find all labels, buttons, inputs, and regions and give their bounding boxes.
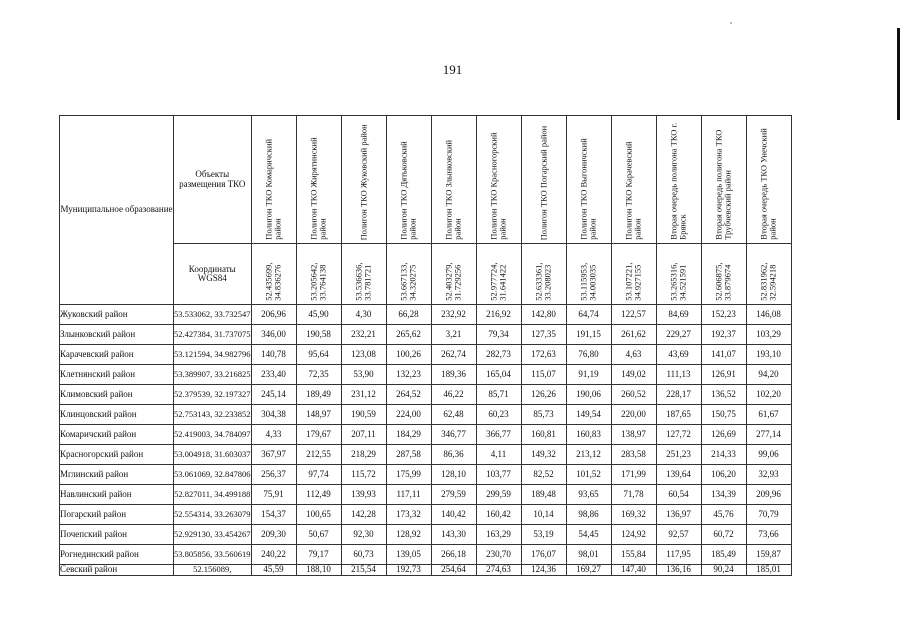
facility-header — [746, 116, 791, 244]
distance-cell: 79,17 — [296, 545, 341, 565]
distance-cell: 115,07 — [521, 365, 566, 385]
facility-name: Полигон ТКО Жирятинский район — [308, 137, 328, 240]
distance-cell: 91,19 — [566, 365, 611, 385]
distance-cell: 62,48 — [431, 405, 476, 425]
distance-cell: 10,14 — [521, 505, 566, 525]
distance-cell: 165,04 — [476, 365, 521, 385]
distance-cell: 4,11 — [476, 445, 521, 465]
distance-cell: 45,76 — [701, 505, 746, 525]
distance-cell: 103,29 — [746, 325, 791, 345]
facility-coords: 53.205642, 33.764138 — [308, 262, 328, 301]
facility-name: Полигон ТКО Злынковский район — [443, 140, 463, 240]
distance-cell: 126,26 — [521, 385, 566, 405]
distance-cell: 266,18 — [431, 545, 476, 565]
distance-cell: 139,64 — [656, 465, 701, 485]
distance-cell: 126,69 — [701, 425, 746, 445]
distance-cell: 254,64 — [431, 565, 476, 576]
distance-cell: 94,20 — [746, 365, 791, 385]
distance-cell: 4,63 — [611, 345, 656, 365]
coords-label: Координаты WGS84 — [174, 244, 252, 305]
table-row — [60, 345, 792, 365]
distance-cell: 216,92 — [476, 305, 521, 325]
municipality-coords: 52.929130, 33.454267 — [174, 525, 252, 545]
distance-cell: 189,48 — [521, 485, 566, 505]
distance-cell: 160,83 — [566, 425, 611, 445]
distance-cell: 190,59 — [341, 405, 386, 425]
facility-name: Полигон ТКО Погарский район — [537, 125, 548, 240]
municipality-name: Карачевский район — [60, 345, 174, 365]
distance-cell: 53,19 — [521, 525, 566, 545]
distance-cell: 212,55 — [296, 445, 341, 465]
distance-cell: 209,96 — [746, 485, 791, 505]
distance-cell: 232,92 — [431, 305, 476, 325]
distance-cell: 264,52 — [386, 385, 431, 405]
distance-cell: 175,99 — [386, 465, 431, 485]
facility-coords: 52.606875, 33.879674 — [713, 262, 733, 301]
distance-cell: 99,06 — [746, 445, 791, 465]
distance-cell: 123,08 — [341, 345, 386, 365]
distance-cell: 262,74 — [431, 345, 476, 365]
table-row — [60, 445, 792, 465]
distance-cell: 304,38 — [251, 405, 296, 425]
distance-cell: 146,08 — [746, 305, 791, 325]
distance-cell: 299,59 — [476, 485, 521, 505]
distance-cell: 154,37 — [251, 505, 296, 525]
municipality-name: Жуковский район — [60, 305, 174, 325]
facility-name: Вторая очередь ТКО Унечский район — [758, 128, 778, 240]
facility-coords-cell — [386, 244, 431, 305]
municipality-name: Красногорский район — [60, 445, 174, 465]
distance-cell: 138,97 — [611, 425, 656, 445]
distance-cell: 132,23 — [386, 365, 431, 385]
municipality-coords: 52.379539, 32.197327 — [174, 385, 252, 405]
municipality-name: Рогнединский район — [60, 545, 174, 565]
distance-cell: 122,57 — [611, 305, 656, 325]
distance-cell: 209,30 — [251, 525, 296, 545]
facility-coords-cell — [566, 244, 611, 305]
distance-cell: 32,93 — [746, 465, 791, 485]
distance-cell: 185,49 — [701, 545, 746, 565]
facility-header — [251, 116, 296, 244]
distance-cell: 46,22 — [431, 385, 476, 405]
facility-coords: 52.633361, 33.208023 — [533, 262, 553, 301]
distance-cell: 173,32 — [386, 505, 431, 525]
distance-cell: 230,70 — [476, 545, 521, 565]
facility-name: Полигон ТКО Комаричский район — [263, 139, 283, 240]
municipality-name: Злынковский район — [60, 325, 174, 345]
municipality-coords: 53.121594, 34.982796 — [174, 345, 252, 365]
distance-cell: 172,63 — [521, 345, 566, 365]
distance-cell: 92,57 — [656, 525, 701, 545]
distance-cell: 117,11 — [386, 485, 431, 505]
distance-cell: 86,36 — [431, 445, 476, 465]
distance-cell: 61,67 — [746, 405, 791, 425]
facility-name: Вторая очередь полигона ТКО Трубчевский район — [713, 129, 733, 240]
facility-coords: 53.107221, 34.927155 — [623, 262, 643, 301]
table-row — [60, 485, 792, 505]
facility-header — [431, 116, 476, 244]
distance-cell: 229,27 — [656, 325, 701, 345]
distance-cell: 84,69 — [656, 305, 701, 325]
distance-cell: 149,32 — [521, 445, 566, 465]
distance-cell: 149,02 — [611, 365, 656, 385]
municipality-name: Климовский район — [60, 385, 174, 405]
municipality-coords: 52.419003, 34.784097 — [174, 425, 252, 445]
distance-cell: 136,16 — [656, 565, 701, 576]
facility-coords-cell — [521, 244, 566, 305]
distance-cell: 117,95 — [656, 545, 701, 565]
distance-cell: 100,26 — [386, 345, 431, 365]
distance-cell: 187,65 — [656, 405, 701, 425]
municipality-name: Клинцовский район — [60, 405, 174, 425]
distance-cell: 64,74 — [566, 305, 611, 325]
distance-cell: 126,91 — [701, 365, 746, 385]
distance-cell: 90,24 — [701, 565, 746, 576]
distance-cell: 233,40 — [251, 365, 296, 385]
distance-cell: 45,90 — [296, 305, 341, 325]
facility-coords: 52.435699, 34.836276 — [263, 262, 283, 301]
distance-cell: 4,30 — [341, 305, 386, 325]
distance-cell: 346,00 — [251, 325, 296, 345]
municipality-name: Навлинский район — [60, 485, 174, 505]
distance-cell: 98,01 — [566, 545, 611, 565]
distance-cell: 102,20 — [746, 385, 791, 405]
distance-cell: 232,21 — [341, 325, 386, 345]
facility-header — [611, 116, 656, 244]
distance-cell: 179,67 — [296, 425, 341, 445]
municipality-name: Севский район — [60, 565, 174, 576]
distance-cell: 152,23 — [701, 305, 746, 325]
facility-coords-cell — [611, 244, 656, 305]
distance-cell: 101,52 — [566, 465, 611, 485]
distance-cell: 160,81 — [521, 425, 566, 445]
distance-cell: 367,97 — [251, 445, 296, 465]
distance-cell: 279,59 — [431, 485, 476, 505]
page-number: 191 — [442, 62, 463, 77]
table-row — [60, 465, 792, 485]
distance-cell: 282,73 — [476, 345, 521, 365]
facility-coords: 53.265316, 34.521591 — [668, 262, 688, 301]
distance-cell: 231,12 — [341, 385, 386, 405]
municipality-name: Мглинский район — [60, 465, 174, 485]
distance-cell: 169,32 — [611, 505, 656, 525]
distance-cell: 60,73 — [341, 545, 386, 565]
facility-coords: 53.115953, 34.003035 — [578, 263, 598, 301]
distance-cell: 287,58 — [386, 445, 431, 465]
municipality-name: Клетнянский район — [60, 365, 174, 385]
distance-cell: 159,87 — [746, 545, 791, 565]
distance-cell: 95,64 — [296, 345, 341, 365]
facility-coords-cell — [296, 244, 341, 305]
distance-cell: 45,59 — [251, 565, 296, 576]
distance-cell: 53,90 — [341, 365, 386, 385]
facility-header — [386, 116, 431, 244]
distance-table — [59, 115, 792, 576]
table-row — [60, 385, 792, 405]
distance-cell: 189,36 — [431, 365, 476, 385]
municipality-name: Почепский район — [60, 525, 174, 545]
distance-cell: 60,54 — [656, 485, 701, 505]
facility-coords-cell — [476, 244, 521, 305]
distance-cell: 93,65 — [566, 485, 611, 505]
facility-coords: 52.977724, 31.641422 — [488, 262, 508, 301]
distance-cell: 160,42 — [476, 505, 521, 525]
table-row — [60, 305, 792, 325]
municipality-coords: 53.805856, 33.560619 — [174, 545, 252, 565]
distance-cell: 111,13 — [656, 365, 701, 385]
facility-name: Полигон ТКО Красногорский район — [488, 132, 508, 240]
distance-cell: 141,07 — [701, 345, 746, 365]
table-row — [60, 405, 792, 425]
municipality-coords: 53.533062, 33.732547 — [174, 305, 252, 325]
distance-cell: 103,77 — [476, 465, 521, 485]
municipality-coords: 53.061069, 32.847806 — [174, 465, 252, 485]
distance-cell: 192,73 — [386, 565, 431, 576]
distance-cell: 224,00 — [386, 405, 431, 425]
distance-cell: 213,12 — [566, 445, 611, 465]
distance-cell: 75,91 — [251, 485, 296, 505]
distance-cell: 100,65 — [296, 505, 341, 525]
distance-cell: 4,33 — [251, 425, 296, 445]
distance-cell: 283,58 — [611, 445, 656, 465]
facility-coords-cell — [251, 244, 296, 305]
distance-cell: 188,10 — [296, 565, 341, 576]
facility-coords-cell — [431, 244, 476, 305]
distance-cell: 171,99 — [611, 465, 656, 485]
distance-cell: 128,92 — [386, 525, 431, 545]
facility-name: Вторая очередь полигона ТКО г. Брянск — [668, 123, 688, 240]
distance-cell: 190,06 — [566, 385, 611, 405]
distance-cell: 193,10 — [746, 345, 791, 365]
municipality-name: Погарский район — [60, 505, 174, 525]
facility-coords: 52.403279, 31.729256 — [443, 262, 463, 301]
distance-cell: 140,42 — [431, 505, 476, 525]
distance-cell: 97,74 — [296, 465, 341, 485]
distance-cell: 207,11 — [341, 425, 386, 445]
facility-name: Полигон ТКО Дятьковский район — [398, 141, 418, 240]
distance-cell: 92,30 — [341, 525, 386, 545]
table-row — [60, 505, 792, 525]
distance-cell: 124,92 — [611, 525, 656, 545]
distance-cell: 169,27 — [566, 565, 611, 576]
distance-cell: 346,77 — [431, 425, 476, 445]
municipality-coords: 53.004918, 31.603037 — [174, 445, 252, 465]
facility-header — [566, 116, 611, 244]
table-row — [60, 365, 792, 385]
distance-cell: 163,29 — [476, 525, 521, 545]
distance-cell: 72,35 — [296, 365, 341, 385]
facility-coords-cell — [341, 244, 386, 305]
facility-coords-cell — [701, 244, 746, 305]
facility-header — [656, 116, 701, 244]
distance-cell: 73,66 — [746, 525, 791, 545]
facility-coords: 53.667133, 34.320275 — [398, 262, 418, 301]
distance-cell: 176,07 — [521, 545, 566, 565]
facility-coords-cell — [746, 244, 791, 305]
distance-cell: 112,49 — [296, 485, 341, 505]
distance-cell: 85,73 — [521, 405, 566, 425]
table-row — [60, 545, 792, 565]
municipality-header: Муниципальное образование — [60, 116, 174, 305]
distance-cell: 191,15 — [566, 325, 611, 345]
facility-name: Полигон ТКО Карачевский район — [623, 141, 643, 240]
distance-cell: 251,23 — [656, 445, 701, 465]
distance-cell: 66,28 — [386, 305, 431, 325]
distance-cell: 106,20 — [701, 465, 746, 485]
table-row — [60, 325, 792, 345]
distance-cell: 150,75 — [701, 405, 746, 425]
distance-cell: 192,37 — [701, 325, 746, 345]
distance-cell: 127,72 — [656, 425, 701, 445]
distance-cell: 148,97 — [296, 405, 341, 425]
distance-cell: 218,29 — [341, 445, 386, 465]
distance-cell: 76,80 — [566, 345, 611, 365]
municipality-coords: 52.427384, 31.737075 — [174, 325, 252, 345]
distance-cell: 190,58 — [296, 325, 341, 345]
municipality-coords: 52.753143, 32.233852 — [174, 405, 252, 425]
municipality-coords: 53.389907, 33.216825 — [174, 365, 252, 385]
distance-cell: 149,54 — [566, 405, 611, 425]
distance-cell: 60,23 — [476, 405, 521, 425]
distance-cell: 140,78 — [251, 345, 296, 365]
distance-cell: 366,77 — [476, 425, 521, 445]
distance-cell: 82,52 — [521, 465, 566, 485]
distance-cell: 54,45 — [566, 525, 611, 545]
distance-cell: 124,36 — [521, 565, 566, 576]
facility-header — [296, 116, 341, 244]
distance-cell: 85,71 — [476, 385, 521, 405]
table-row — [60, 565, 792, 576]
facility-name: Полигон ТКО Выгоничский район — [578, 138, 598, 240]
facility-header — [341, 116, 386, 244]
municipality-name: Комаричский район — [60, 425, 174, 445]
distance-cell: 277,14 — [746, 425, 791, 445]
distance-cell: 142,80 — [521, 305, 566, 325]
distance-cell: 43,69 — [656, 345, 701, 365]
distance-cell: 136,97 — [656, 505, 701, 525]
distance-cell: 115,72 — [341, 465, 386, 485]
facility-header — [476, 116, 521, 244]
distance-cell: 214,33 — [701, 445, 746, 465]
distance-cell: 50,67 — [296, 525, 341, 545]
scan-speck — [730, 22, 732, 24]
distance-cell: 220,00 — [611, 405, 656, 425]
distance-cell: 60,72 — [701, 525, 746, 545]
municipality-coords: 52.554314, 33.263079 — [174, 505, 252, 525]
distance-cell: 256,37 — [251, 465, 296, 485]
distance-cell: 189,49 — [296, 385, 341, 405]
distance-cell: 127,35 — [521, 325, 566, 345]
distance-cell: 70,79 — [746, 505, 791, 525]
distance-cell: 261,62 — [611, 325, 656, 345]
table-row — [60, 425, 792, 445]
distance-cell: 206,96 — [251, 305, 296, 325]
distance-cell: 240,22 — [251, 545, 296, 565]
distance-cell: 245,14 — [251, 385, 296, 405]
distance-cell: 98,86 — [566, 505, 611, 525]
distance-cell: 228,17 — [656, 385, 701, 405]
table-row — [60, 525, 792, 545]
facility-header — [521, 116, 566, 244]
distance-cell: 139,05 — [386, 545, 431, 565]
distance-cell: 274,63 — [476, 565, 521, 576]
distance-cell: 155,84 — [611, 545, 656, 565]
facility-name: Полигон ТКО Жуковский район — [357, 123, 368, 240]
distance-cell: 128,10 — [431, 465, 476, 485]
facility-coords-cell — [656, 244, 701, 305]
distance-cell: 215,54 — [341, 565, 386, 576]
distance-cell: 143,30 — [431, 525, 476, 545]
distance-cell: 260,52 — [611, 385, 656, 405]
municipality-coords: 52.156089, — [174, 565, 252, 576]
distance-cell: 134,39 — [701, 485, 746, 505]
facility-coords: 52.831962, 32.594218 — [758, 262, 778, 301]
distance-cell: 3,21 — [431, 325, 476, 345]
facility-coords: 53.536636, 33.781721 — [353, 262, 373, 301]
objects-header: Объекты размещения ТКО — [174, 116, 252, 244]
municipality-coords: 52.827011, 34.499188 — [174, 485, 252, 505]
distance-cell: 185,01 — [746, 565, 791, 576]
distance-cell: 136,52 — [701, 385, 746, 405]
distance-cell: 79,34 — [476, 325, 521, 345]
distance-cell: 139,93 — [341, 485, 386, 505]
distance-cell: 147,40 — [611, 565, 656, 576]
facility-header — [701, 116, 746, 244]
distance-cell: 142,28 — [341, 505, 386, 525]
distance-cell: 265,62 — [386, 325, 431, 345]
distance-cell: 184,29 — [386, 425, 431, 445]
distance-cell: 71,78 — [611, 485, 656, 505]
